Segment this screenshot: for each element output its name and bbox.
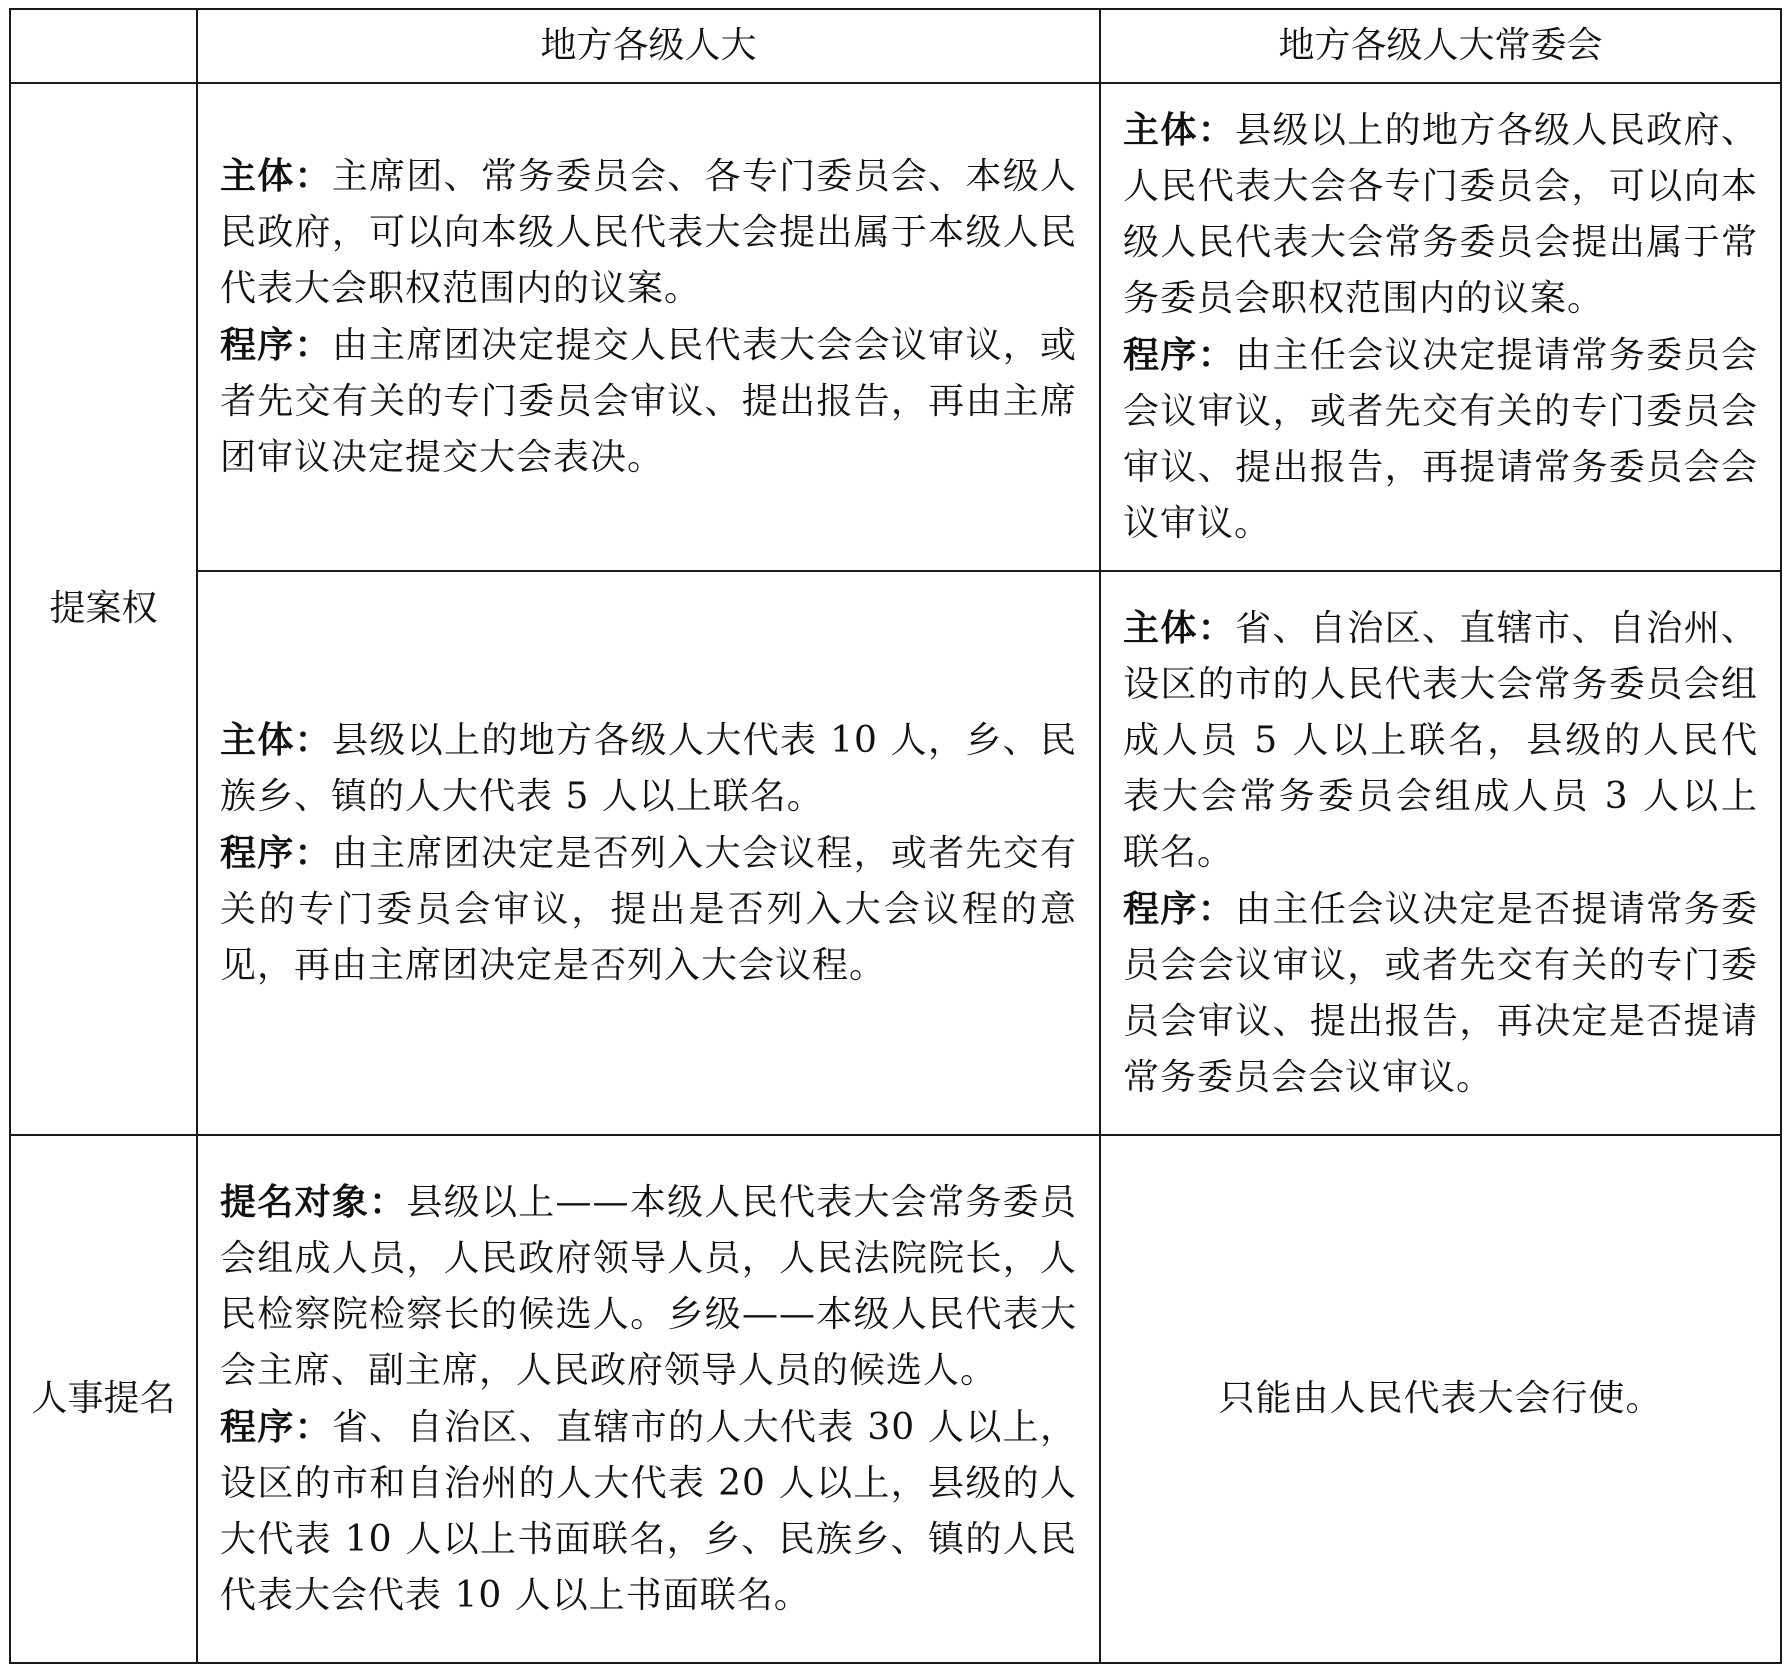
- row-label-personnel-nomination: 人事提名: [10, 1135, 197, 1663]
- text-procedure: 由主任会议决定是否提请常务委员会会议审议，或者先交有关的专门委员会审议、提出报告，再决定是否提请常务委员会会议审议。: [1123, 889, 1758, 1098]
- cell-congress-proposal-bodies: [197, 83, 1100, 571]
- header-row: [10, 9, 1781, 83]
- cell-congress-nomination: [197, 1135, 1100, 1663]
- comparison-table: [9, 8, 1782, 1664]
- text-subject: 省、自治区、直辖市、自治州、设区的市的人民代表大会常务委员会组成人员 5 人以上联名，县级的人民代表大会常务委员会组成人员 3 人以上联名。: [1123, 608, 1758, 873]
- paragraph-procedure: [1123, 881, 1758, 1106]
- table-row-proposal-1: [10, 83, 1781, 571]
- header-local-congress: 地方各级人大: [197, 9, 1100, 83]
- header-empty-cell: [10, 9, 197, 83]
- text-nominees: 县级以上——本级人民代表大会常务委员会组成人员，人民政府领导人员，人民法院院长，人民检察院检察长的候选人。乡级——本级人民代表大会主席、副主席，人民政府领导人员的候选人。: [220, 1182, 1077, 1391]
- text-subject: 县级以上的地方各级人民政府、人民代表大会各专门委员会，可以向本级人民代表大会常务委员会提出属于常务委员会职权范围内的议案。: [1123, 110, 1758, 319]
- table-row-proposal-2: [10, 571, 1781, 1135]
- comparison-table-container: [9, 8, 1780, 1664]
- text-procedure: 由主席团决定提交人民代表大会会议审议，或者先交有关的专门委员会审议、提出报告，再由主席团审议决定提交大会表决。: [220, 325, 1077, 478]
- keyword-subject: 主体：: [220, 155, 332, 197]
- keyword-procedure: 程序：: [220, 324, 332, 366]
- keyword-procedure: 程序：: [220, 1406, 332, 1448]
- text-subject: 县级以上的地方各级人大代表 10 人，乡、民族乡、镇的人大代表 5 人以上联名。: [220, 720, 1077, 817]
- table-row-nomination: [10, 1135, 1781, 1663]
- text-subject: 主席团、常务委员会、各专门委员会、本级人民政府，可以向本级人民代表大会提出属于本级人民代表大会职权范围内的议案。: [220, 156, 1077, 309]
- paragraph-subject: [220, 148, 1077, 317]
- keyword-procedure: 程序：: [220, 832, 332, 874]
- header-local-standing-committee: 地方各级人大常委会: [1100, 9, 1781, 83]
- paragraph-procedure: [1123, 327, 1758, 552]
- cell-committee-proposal-members: [1100, 571, 1781, 1135]
- paragraph-subject: [1123, 102, 1758, 327]
- keyword-subject: 主体：: [1123, 109, 1236, 151]
- keyword-subject: 主体：: [220, 719, 332, 761]
- paragraph-procedure: [220, 1399, 1077, 1624]
- cell-committee-nomination: 只能由人民代表大会行使。: [1100, 1135, 1781, 1663]
- keyword-nominees: 提名对象：: [220, 1181, 407, 1223]
- paragraph-procedure: [220, 825, 1077, 994]
- cell-committee-proposal-bodies: [1100, 83, 1781, 571]
- text-procedure: 由主席团决定是否列入大会议程，或者先交有关的专门委员会审议，提出是否列入大会议程的意见，再由主席团决定是否列入大会议程。: [220, 833, 1077, 986]
- paragraph-subject: [220, 712, 1077, 825]
- row-label-proposal-right: 提案权: [10, 83, 197, 1135]
- cell-congress-proposal-deputies: [197, 571, 1100, 1135]
- keyword-subject: 主体：: [1123, 607, 1236, 649]
- text-procedure: 由主任会议决定提请常务委员会会议审议，或者先交有关的专门委员会审议、提出报告，再提请常务委员会会议审议。: [1123, 335, 1758, 544]
- keyword-procedure: 程序：: [1123, 888, 1236, 930]
- paragraph-procedure: [220, 317, 1077, 486]
- text-procedure: 省、自治区、直辖市的人大代表 30 人以上，设区的市和自治州的人大代表 20 人以上，县级的人大代表 10 人以上书面联名，乡、民族乡、镇的人民代表大会代表 10 人以上书面联名。: [220, 1407, 1077, 1616]
- keyword-procedure: 程序：: [1123, 334, 1236, 376]
- paragraph-subject: [1123, 600, 1758, 881]
- paragraph-nominees: [220, 1174, 1077, 1399]
